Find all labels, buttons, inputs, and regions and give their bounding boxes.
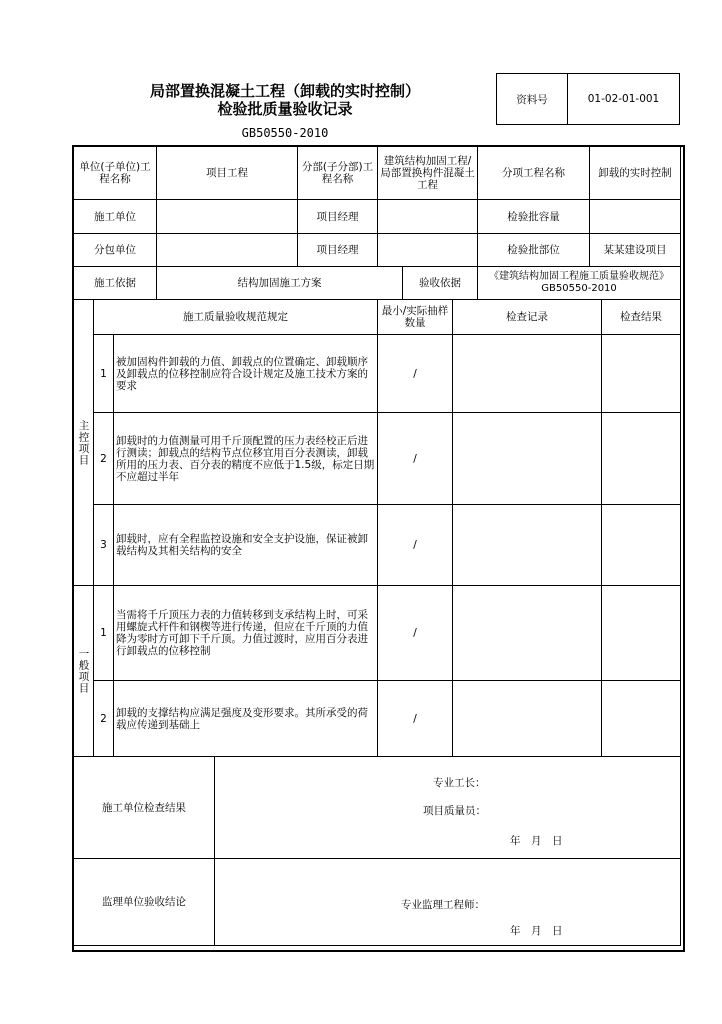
table-row: [74, 335, 681, 413]
acceptance-label: 验收依据: [403, 267, 478, 300]
page-title: 局部置换混凝土工程（卸载的实时控制）: [149, 82, 420, 100]
unit-value: 项目工程: [157, 147, 298, 200]
acceptance-value: 《建筑结构加固工程施工质量验收规范》GB50550-2010: [478, 267, 681, 300]
reference-box: [496, 73, 680, 125]
item-text: 卸载的支撑结构应满足强度及变形要求。其所承受的荷载应传递到基础上: [114, 681, 378, 757]
main-items-label: 主控项目: [74, 300, 94, 586]
construction-date: 年 月 日: [510, 835, 563, 847]
item-no: 1: [94, 335, 114, 413]
table-row: [74, 586, 681, 681]
item-text: 被加固构件卸载的力值、卸载点的位置确定、卸载顺序及卸载点的位移控制应符合设计规定及施工技术方案的要求: [114, 335, 378, 413]
pm2-label: 项目经理: [298, 234, 378, 267]
supervision-date: 年 月 日: [510, 925, 563, 937]
item-record: [453, 413, 602, 505]
standard-code: GB50550-2010: [241, 126, 329, 140]
pm2-value: [378, 234, 478, 267]
item-result: [602, 586, 681, 681]
table-row: [74, 505, 681, 586]
table-row: [74, 681, 681, 757]
item-sample: /: [378, 413, 453, 505]
pm-label: 项目经理: [298, 200, 378, 234]
item-result: [602, 681, 681, 757]
location-value: 某某建设项目: [590, 234, 681, 267]
subcontractor-label: 分包单位: [74, 234, 157, 267]
item-sample: /: [378, 505, 453, 586]
col-spec-header: 施工质量验收规范规定: [94, 300, 378, 335]
location-label: 检验批部位: [478, 234, 590, 267]
page-subtitle: 检验批质量验收记录: [217, 100, 353, 118]
item-sample: /: [378, 681, 453, 757]
contractor-value: [157, 200, 298, 234]
basis-value: 结构加固施工方案: [157, 267, 403, 300]
inspection-table: [73, 146, 681, 946]
item-no: 2: [94, 413, 114, 505]
item-text: 卸载时的力值测量可用千斤顶配置的压力表经校正后进行测读；卸载点的结构节点位移宜用百分表测读，卸载所用的压力表、百分表的精度不应低于1.5级，标定日期不应超过半年: [114, 413, 378, 505]
item-sample: /: [378, 586, 453, 681]
ref-label: 资料号: [497, 74, 568, 124]
item-record: [453, 335, 602, 413]
contractor-label: 施工单位: [74, 200, 157, 234]
general-items-label: 一般项目: [74, 586, 94, 757]
table-row: [74, 413, 681, 505]
subcontractor-value: [157, 234, 298, 267]
capacity-value: [590, 200, 681, 234]
item-sample: /: [378, 335, 453, 413]
subitem-label: 分项工程名称: [478, 147, 590, 200]
item-record: [453, 505, 602, 586]
item-record: [453, 586, 602, 681]
capacity-label: 检验批容量: [478, 200, 590, 234]
pm-value: [378, 200, 478, 234]
item-result: [602, 505, 681, 586]
item-result: [602, 335, 681, 413]
col-record-header: 检查记录: [453, 300, 602, 335]
basis-label: 施工依据: [74, 267, 157, 300]
unit-label: 单位(子单位)工程名称: [74, 147, 157, 200]
division-value: 建筑结构加固工程/局部置换构件混凝土工程: [378, 147, 478, 200]
inspector-signature: 项目质量员：: [423, 805, 487, 817]
foreman-signature: 专业工长：: [433, 777, 486, 789]
item-result: [602, 413, 681, 505]
engineer-signature: 专业监理工程师：: [401, 899, 486, 911]
col-sample-header: 最小/实际抽样数量: [378, 300, 453, 335]
division-label: 分部(子分部)工程名称: [298, 147, 378, 200]
item-record: [453, 681, 602, 757]
supervision-result-label: 监理单位验收结论: [74, 859, 215, 946]
item-text: 当需将千斤顶压力表的力值转移到支承结构上时，可采用螺旋式杆件和钢楔等进行传递，但应在千斤顶的力值降为零时方可卸下千斤顶。力值过渡时，应用百分表进行卸载点的位移控制: [114, 586, 378, 681]
construction-result-label: 施工单位检查结果: [74, 757, 215, 859]
item-no: 3: [94, 505, 114, 586]
subitem-value: 卸载的实时控制: [590, 147, 681, 200]
ref-value: 01-02-01-001: [587, 93, 660, 105]
item-text: 卸载时，应有全程监控设施和安全支护设施，保证被卸载结构及其相关结构的安全: [114, 505, 378, 586]
item-no: 1: [94, 586, 114, 681]
col-result-header: 检查结果: [602, 300, 681, 335]
item-no: 2: [94, 681, 114, 757]
